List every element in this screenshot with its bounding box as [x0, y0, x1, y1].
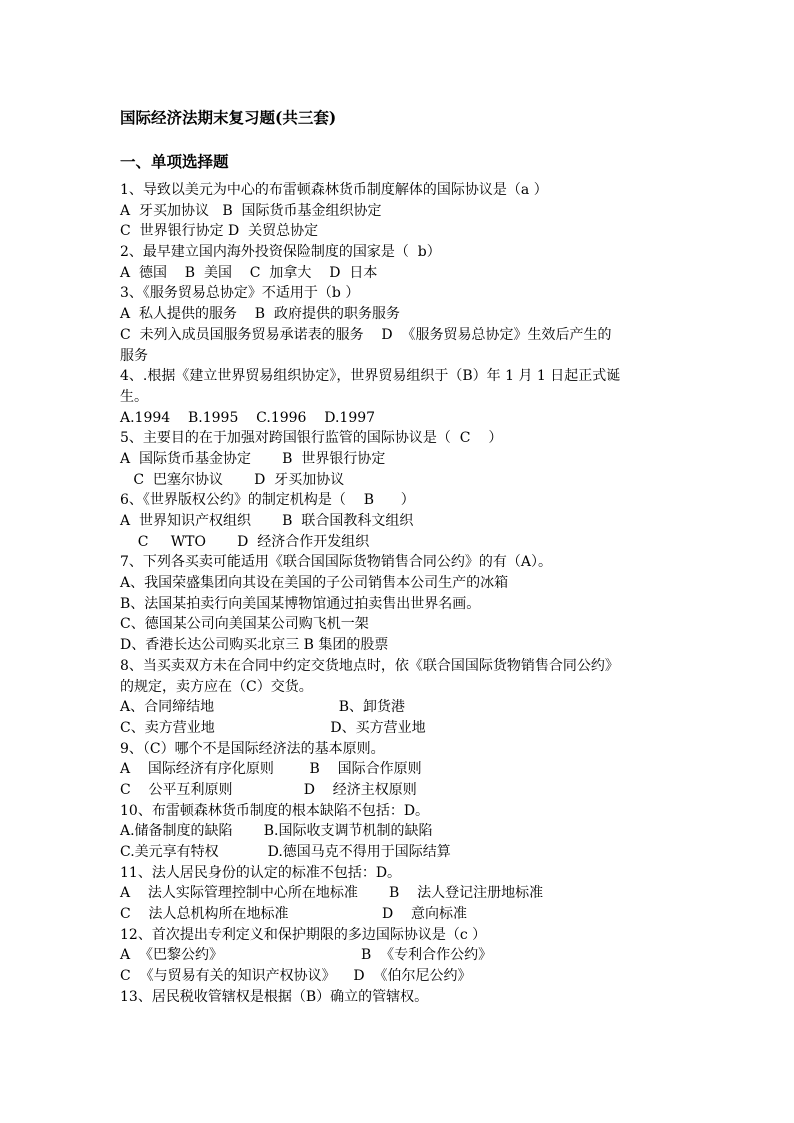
- text-line: A 国际经济有序化原则 B 国际合作原则: [120, 761, 422, 778]
- document-title: 国际经济法期末复习题(共三套): [120, 108, 337, 127]
- text-line: A.1994 B.1995 C.1996 D.1997: [120, 409, 376, 426]
- text-line: 13、居民税收管辖权是根据（B）确立的管辖权。: [120, 988, 429, 1005]
- text-line: C 未列入成员国服务贸易承诺表的服务 D 《服务贸易总协定》生效后产生的: [120, 326, 612, 343]
- text-line: 的规定，卖方应在（C）交货。: [120, 678, 313, 695]
- text-line: A、我国荣盛集团向其设在美国的子公司销售本公司生产的冰箱: [120, 575, 509, 592]
- text-line: 10、布雷顿森林货币制度的根本缺陷不包括：D。: [120, 802, 430, 819]
- text-line: C、卖方营业地 D、买方营业地: [120, 719, 426, 736]
- text-line: D、香港长达公司购买北京三 B 集团的股票: [120, 637, 389, 654]
- text-line: A 德国 B 美国 C 加拿大 D 日本: [120, 264, 378, 281]
- text-line: 4、.根据《建立世界贸易组织协定》，世界贸易组织于（B）年 1 月 1 日起正式诞: [120, 368, 621, 385]
- text-line: A 《巴黎公约》 B 《专利合作公约》: [120, 947, 493, 964]
- text-line: C WTO D 经济合作开发组织: [120, 533, 370, 550]
- text-line: 1、导致以美元为中心的布雷顿森林货币制度解体的国际协议是（a ）: [120, 182, 548, 198]
- text-line: 9、（C）哪个不是国际经济法的基本原则。: [120, 740, 385, 757]
- text-line: C 《与贸易有关的知识产权协议》 D 《伯尔尼公约》: [120, 968, 472, 985]
- section-heading: 一、单项选择题: [120, 152, 229, 171]
- text-line: C、德国某公司向美国某公司购飞机一架: [120, 616, 369, 633]
- text-line: C 世界银行协定 D 关贸总协定: [120, 223, 319, 240]
- text-line: C 公平互利原则 D 经济主权原则: [120, 781, 417, 798]
- question-list: [120, 180, 720, 1008]
- text-line: C 法人总机构所在地标准 D 意向标准: [120, 906, 467, 923]
- text-line: 2、最早建立国内海外投资保险制度的国家是（ b）: [120, 244, 441, 261]
- text-line: 服务: [120, 347, 148, 364]
- text-line: A 国际货币基金协定 B 世界银行协定: [120, 450, 386, 467]
- text-line: B、法国某拍卖行向美国某博物馆通过拍卖售出世界名画。: [120, 595, 481, 612]
- text-line: 5、主要目的在于加强对跨国银行监管的国际协议是（ C ）: [120, 430, 503, 447]
- text-line: A 世界知识产权组织 B 联合国教科文组织: [120, 513, 414, 529]
- text-line: 7、下列各买卖可能适用《联合国国际货物销售合同公约》的有（A）。: [120, 554, 553, 571]
- text-line: A.储备制度的缺陷 B.国际收支调节机制的缺陷: [120, 823, 433, 840]
- document-page: [120, 106, 720, 1008]
- text-line: C 巴塞尔协议 D 牙买加协议: [120, 471, 345, 488]
- text-line: 11、法人居民身份的认定的标准不包括：D。: [120, 864, 402, 881]
- text-line: 12、首次提出专利定义和保护期限的多边国际协议是（c ）: [120, 926, 487, 943]
- text-line: 3、《服务贸易总协定》不适用于（b ）: [120, 285, 360, 302]
- text-line: C.美元享有特权 D.德国马克不得用于国际结算: [120, 844, 451, 860]
- text-line: 6、《世界版权公约》的制定机构是（ B ）: [120, 492, 415, 509]
- text-line: A 牙买加协议 B 国际货币基金组织协定: [120, 202, 382, 219]
- text-line: A、合同缔结地 B、卸货港: [120, 699, 406, 716]
- text-line: A 私人提供的服务 B 政府提供的职务服务: [120, 306, 400, 323]
- text-line: 生。: [120, 388, 148, 405]
- text-line: A 法人实际管理控制中心所在地标准 B 法人登记注册地标准: [120, 885, 544, 902]
- text-line: 8、当买卖双方未在合同中约定交货地点时，依《联合国国际货物销售合同公约》: [120, 657, 619, 674]
